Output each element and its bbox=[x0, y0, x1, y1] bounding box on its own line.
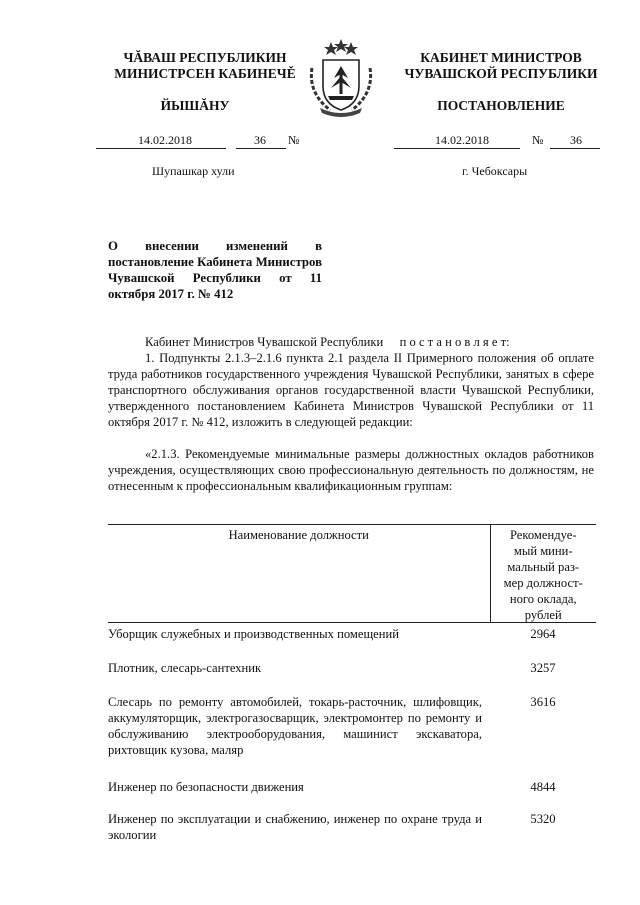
right-org-line1: КАБИНЕТ МИНИСТРОВ bbox=[420, 50, 582, 65]
salary-table bbox=[108, 525, 596, 851]
column-header-salary: Рекомендуе- мый мини- мальный раз- мер должност- ного оклада, рублей bbox=[490, 525, 596, 623]
salary-value: 3257 bbox=[530, 661, 556, 675]
salary-value: 4844 bbox=[530, 780, 556, 794]
paragraph-2: «2.1.3. Рекомендуемые минимальные размеры должностных окладов работников учреждения, осуществляющих свою профессиональную деятельность по должностям, не отнесенным к профессиональным квалификационным группам: bbox=[108, 447, 594, 493]
table-header-row bbox=[108, 525, 596, 623]
coat-of-arms-emblem bbox=[298, 38, 384, 118]
emblem-stars-icon bbox=[324, 39, 358, 55]
right-org-line2: ЧУВАШСКОЙ РЕСПУБЛИКИ bbox=[404, 66, 598, 81]
salary-value: 2964 bbox=[530, 627, 556, 641]
right-doc-type: ПОСТАНОВЛЕНИЕ bbox=[437, 98, 565, 113]
column-header-position: Наименование должности bbox=[228, 528, 369, 542]
left-number-sign: № bbox=[288, 133, 300, 147]
table-row bbox=[108, 811, 596, 851]
position-name: Слесарь по ремонту автомобилей, токарь-расточник, шлифовщик, аккумуляторщик, электрогазосварщик, электромонтер по ремонту и обслуживанию электрооборудования, машинист экскаватора, рихтовщик кузова, маляр bbox=[108, 695, 482, 757]
table-row bbox=[108, 694, 596, 779]
right-number: 36 bbox=[570, 133, 582, 147]
left-org-line2: МИНИСТРСЕН КАБИНЕЧĚ bbox=[114, 66, 296, 81]
left-number: 36 bbox=[254, 133, 266, 147]
left-date: 14.02.2018 bbox=[138, 133, 192, 147]
left-number-underline bbox=[236, 148, 286, 149]
right-city: г. Чебоксары bbox=[462, 164, 528, 178]
right-number-sign: № bbox=[532, 133, 544, 147]
salary-value: 5320 bbox=[530, 812, 556, 826]
right-number-underline bbox=[550, 148, 600, 149]
position-name: Уборщик служебных и производственных помещений bbox=[108, 627, 399, 641]
table-row bbox=[108, 779, 596, 811]
left-city: Шупашкар хули bbox=[152, 164, 235, 178]
right-date: 14.02.2018 bbox=[435, 133, 489, 147]
position-name: Инженер по безопасности движения bbox=[108, 780, 304, 794]
salary-value: 3616 bbox=[530, 695, 556, 709]
position-name: Плотник, слесарь-сантехник bbox=[108, 661, 262, 675]
left-doc-type: ЙЫШĂНУ bbox=[160, 98, 230, 113]
table-row bbox=[108, 660, 596, 694]
intro-verb: п о с т а н о в л я е т: bbox=[399, 335, 510, 349]
intro-org: Кабинет Министров Чувашской Республики bbox=[145, 335, 384, 349]
position-name: Инженер по эксплуатации и снабжению, инженер по охране труда и экологии bbox=[108, 812, 482, 842]
paragraph-1: 1. Подпункты 2.1.3–2.1.6 пункта 2.1 раздела II Примерного положения об оплате труда работников государственного учреждения Чувашской Республики, занятых в сфере транспортного обслуживания органов государственной власти Чувашской Республики, утвержденного постановлением Кабинета Министров Чувашской Республики от 11 октября 2017 г. № 412, изложить в следующей редакции: bbox=[108, 351, 594, 429]
left-org-line1: ЧĂВАШ РЕСПУБЛИКИН bbox=[123, 50, 287, 65]
right-date-underline bbox=[394, 148, 520, 149]
right-org-name bbox=[394, 50, 608, 82]
table-row bbox=[108, 623, 596, 660]
document-subject: О внесении изменений в постановление Кабинета Министров Чувашской Республики от 11 октября 2017 г. № 412 bbox=[108, 239, 322, 301]
intro-line bbox=[108, 334, 594, 350]
left-date-underline bbox=[96, 148, 226, 149]
left-org-name bbox=[92, 50, 318, 82]
